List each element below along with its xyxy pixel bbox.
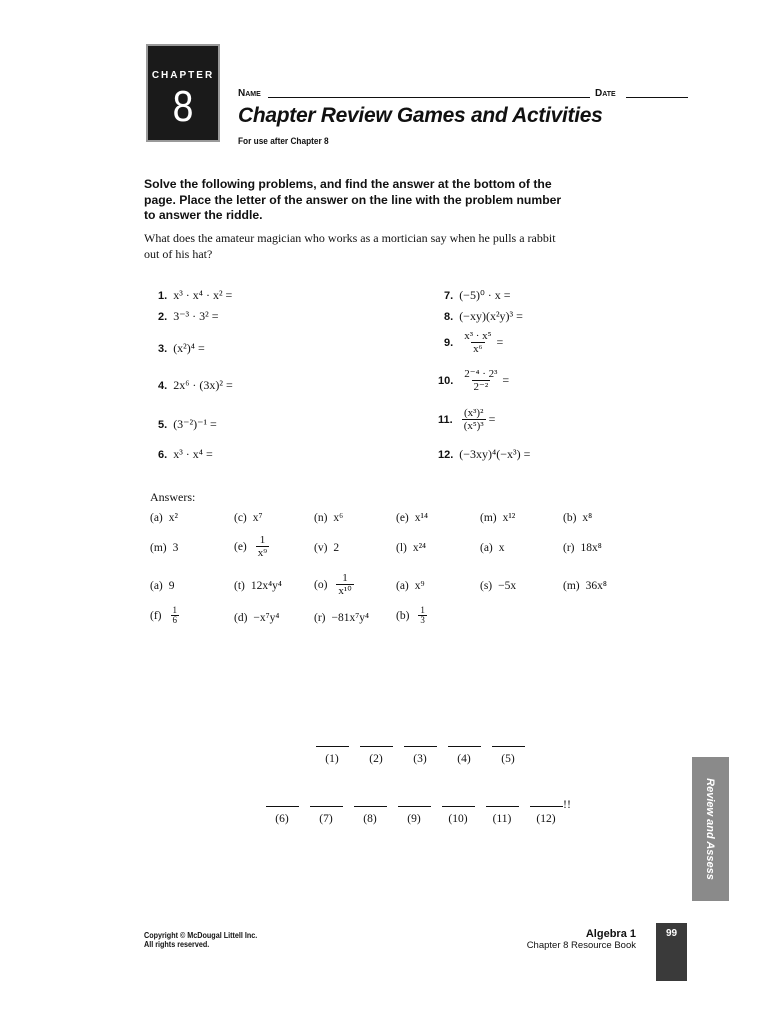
- page-number: 99: [665, 928, 678, 939]
- answer-choice: [234, 612, 279, 624]
- answer-choice: [480, 542, 505, 554]
- answer-value: x⁹: [414, 580, 425, 592]
- answer-letter: (l): [396, 542, 407, 554]
- answer-letter: (m): [563, 580, 580, 592]
- fraction-numerator: 1: [342, 572, 348, 584]
- answer-choice: [150, 606, 182, 625]
- answer-value: x: [498, 542, 505, 554]
- answer-value: x⁷: [252, 512, 263, 524]
- answer-choice: [234, 512, 263, 524]
- chapter-number: 8: [172, 82, 194, 131]
- answer-letter: (r): [314, 612, 326, 624]
- problem-2: [158, 309, 218, 324]
- problem-number: 9.: [444, 336, 454, 349]
- problem-6: [158, 447, 213, 462]
- copyright-line: Copyright © McDougal Littell Inc.: [144, 931, 258, 940]
- problem-number: 7.: [444, 289, 454, 302]
- fraction-numerator: 1: [259, 534, 266, 546]
- name-date-row: [238, 88, 688, 102]
- blank-label: (5): [501, 753, 515, 765]
- answer-letter: (f): [150, 609, 162, 622]
- blank-line[interactable]: [404, 740, 437, 747]
- answer-choice: [563, 512, 592, 524]
- problem-10: [438, 368, 509, 393]
- answer-letter: (m): [480, 512, 497, 524]
- fraction-denominator: x¹⁰: [338, 585, 352, 597]
- problem-expression: x³ · x⁴ · x² =: [173, 288, 233, 302]
- blank-label: (9): [407, 813, 421, 825]
- blank-label: (2): [369, 753, 383, 765]
- answer-blank[interactable]: [354, 740, 398, 765]
- answer-value: −5x: [498, 580, 517, 592]
- answer-letter: (a): [150, 580, 163, 592]
- problem-number: 11.: [438, 413, 453, 426]
- answer-letter: (a): [480, 542, 493, 554]
- fraction-denominator: 6: [172, 615, 177, 625]
- fraction-denominator: x⁹: [257, 547, 268, 559]
- answer-blank[interactable]: [486, 740, 530, 765]
- answer-value: 36x⁸: [585, 580, 607, 592]
- answer-choice: [396, 606, 430, 625]
- answer-choice: [480, 580, 516, 592]
- answer-choice: [480, 512, 515, 524]
- answer-blank[interactable]: [480, 800, 524, 825]
- fraction-numerator: 1: [420, 605, 425, 615]
- copyright-notice: [144, 931, 257, 949]
- answer-fraction: [171, 606, 180, 625]
- answer-choice: [396, 580, 425, 592]
- problem-expression: (3⁻²)⁻¹ =: [173, 417, 217, 431]
- answer-blanks-row-2: [260, 800, 568, 825]
- answer-value: 12x⁴y⁴: [250, 580, 282, 592]
- answer-choice: [150, 542, 178, 554]
- answer-letter: (b): [563, 512, 577, 524]
- blank-line[interactable]: [530, 800, 563, 807]
- answer-letter: (t): [234, 580, 245, 592]
- answer-blank[interactable]: [392, 800, 436, 825]
- answers-heading: Answers:: [150, 490, 196, 504]
- blank-line[interactable]: [360, 740, 393, 747]
- answer-choice: [150, 512, 178, 524]
- answer-choice: [314, 612, 369, 624]
- problem-expression: (−3xy)⁴(−x³) =: [459, 447, 531, 461]
- section-tab-label: Review and Assess: [704, 778, 716, 880]
- fraction-denominator: 3: [420, 615, 425, 625]
- answer-value: x²⁴: [412, 542, 427, 554]
- problem-4: [158, 378, 233, 393]
- answer-value: x²: [168, 512, 178, 524]
- problem-number: 12.: [438, 448, 454, 461]
- answer-letter: (m): [150, 542, 167, 554]
- answer-value: x¹²: [502, 512, 516, 524]
- equals-sign: =: [488, 412, 496, 426]
- answer-letter: (o): [314, 578, 328, 591]
- blank-label: (3): [413, 753, 427, 765]
- fraction-numerator: (x³)²: [463, 407, 484, 419]
- problem-fraction: [462, 407, 486, 432]
- page-title: Chapter Review Games and Activities: [238, 104, 603, 127]
- problem-expression: (x²)⁴ =: [173, 341, 205, 355]
- answer-value: x⁸: [582, 512, 593, 524]
- answer-value: x⁶: [333, 512, 344, 524]
- fraction-numerator: 1: [172, 605, 177, 615]
- answer-letter: (c): [234, 512, 247, 524]
- problem-number: 8.: [444, 310, 454, 323]
- answer-fraction: [256, 534, 269, 559]
- name-field[interactable]: [268, 97, 590, 98]
- problem-number: 3.: [158, 342, 168, 355]
- answer-blank[interactable]: [304, 800, 348, 825]
- book-subtitle: Chapter 8 Resource Book: [526, 940, 636, 951]
- problem-number: 6.: [158, 448, 168, 461]
- answer-letter: (r): [563, 542, 575, 554]
- fraction-denominator: 2⁻²: [473, 381, 489, 393]
- problem-number: 4.: [158, 379, 168, 392]
- answer-fraction: [336, 572, 353, 597]
- answer-value: 3: [172, 542, 179, 554]
- page-number-tab: [656, 923, 687, 981]
- riddle-question: What does the amateur magician who works as a mortician say when he pulls a rabbit out of his hat?: [144, 231, 556, 261]
- problem-fraction: [462, 330, 493, 355]
- problem-fraction: [462, 368, 499, 393]
- blank-line[interactable]: [448, 740, 481, 747]
- blank-label: (4): [457, 753, 471, 765]
- answer-blank[interactable]: [436, 800, 480, 825]
- blank-line[interactable]: [316, 740, 349, 747]
- riddle-exclamation: !!: [563, 797, 571, 811]
- instructions: Solve the following problems, and find the answer at the bottom of the page. Place the letter of the answer on the line with the problem number to answer the riddle.: [144, 177, 562, 222]
- answer-blank[interactable]: [442, 740, 486, 765]
- fraction-numerator: x³ · x⁵: [464, 330, 492, 342]
- date-field[interactable]: [626, 97, 688, 98]
- book-title: Algebra 1: [585, 928, 636, 940]
- blank-line[interactable]: [266, 800, 299, 807]
- blank-label: (11): [492, 813, 512, 825]
- fraction-numerator: 2⁻⁴ · 2³: [464, 368, 498, 380]
- problem-9: [444, 330, 503, 355]
- answer-letter: (v): [314, 542, 328, 554]
- blank-label: (10): [448, 813, 468, 825]
- section-tab: [692, 757, 729, 901]
- problem-number: 1.: [158, 289, 168, 302]
- rights-line: All rights reserved.: [144, 940, 210, 949]
- problem-8: [444, 309, 523, 324]
- name-label: Name: [238, 88, 261, 99]
- book-info: [527, 928, 636, 951]
- problem-number: 10.: [438, 374, 454, 387]
- answer-letter: (e): [396, 512, 409, 524]
- answer-blank[interactable]: [524, 800, 568, 825]
- answer-fraction: [418, 606, 427, 625]
- problem-expression: 3⁻³ · 3² =: [173, 309, 219, 323]
- answer-letter: (e): [234, 540, 247, 553]
- answer-blank[interactable]: [398, 740, 442, 765]
- blank-label: (8): [363, 813, 377, 825]
- answer-choice: [396, 512, 428, 524]
- answer-blank[interactable]: [348, 800, 392, 825]
- answer-choice: [396, 542, 426, 554]
- answer-choice: [563, 542, 602, 554]
- problem-12: [438, 447, 530, 462]
- problem-1: [158, 288, 232, 303]
- answer-choice: [314, 572, 357, 597]
- problem-5: [158, 417, 217, 432]
- blank-label: (12): [536, 813, 556, 825]
- blank-line[interactable]: [398, 800, 431, 807]
- blank-line[interactable]: [442, 800, 475, 807]
- answer-blanks-row-1: [310, 740, 530, 765]
- problem-number: 5.: [158, 418, 168, 431]
- chapter-box: [146, 44, 220, 142]
- problem-expression: x³ · x⁴ =: [173, 447, 213, 461]
- fraction-denominator: (x⁵)³: [463, 420, 484, 432]
- problem-7: [444, 288, 511, 303]
- blank-line[interactable]: [354, 800, 387, 807]
- answer-value: −81x⁷y⁴: [331, 612, 370, 624]
- answer-choice: [234, 580, 282, 592]
- answer-letter: (n): [314, 512, 328, 524]
- answer-blank[interactable]: [260, 800, 304, 825]
- chapter-label: CHAPTER: [151, 70, 215, 81]
- answer-value: 2: [333, 542, 340, 554]
- problem-expression: (−xy)(x²y)³ =: [459, 309, 523, 323]
- answer-value: 18x⁸: [580, 542, 602, 554]
- answer-value: x¹⁴: [414, 512, 428, 524]
- equals-sign: =: [502, 373, 510, 387]
- problem-3: [158, 341, 205, 356]
- problem-expression: 2x⁶ · (3x)² =: [173, 378, 233, 392]
- fraction-denominator: x⁶: [473, 343, 483, 355]
- answer-blank[interactable]: [310, 740, 354, 765]
- answer-choice: [234, 534, 272, 559]
- page-subtitle: For use after Chapter 8: [238, 136, 329, 146]
- answer-value: 9: [168, 580, 175, 592]
- blank-label: (7): [319, 813, 333, 825]
- problem-expression: (−5)⁰ · x =: [459, 288, 511, 302]
- answer-letter: (b): [396, 609, 410, 622]
- answer-value: −x⁷y⁴: [253, 612, 280, 624]
- answer-choice: [563, 580, 607, 592]
- problem-number: 2.: [158, 310, 168, 323]
- date-label: Date: [595, 88, 616, 99]
- answer-letter: (a): [150, 512, 163, 524]
- answer-letter: (d): [234, 612, 248, 624]
- blank-line[interactable]: [310, 800, 343, 807]
- answer-choice: [314, 512, 343, 524]
- answer-choice: [314, 542, 339, 554]
- answer-letter: (s): [480, 580, 493, 592]
- blank-line[interactable]: [486, 800, 519, 807]
- equals-sign: =: [496, 335, 504, 349]
- answer-letter: (a): [396, 580, 409, 592]
- blank-label: (1): [325, 753, 339, 765]
- blank-line[interactable]: [492, 740, 525, 747]
- blank-label: (6): [275, 813, 289, 825]
- answer-choice: [150, 580, 175, 592]
- problem-11: [438, 407, 495, 432]
